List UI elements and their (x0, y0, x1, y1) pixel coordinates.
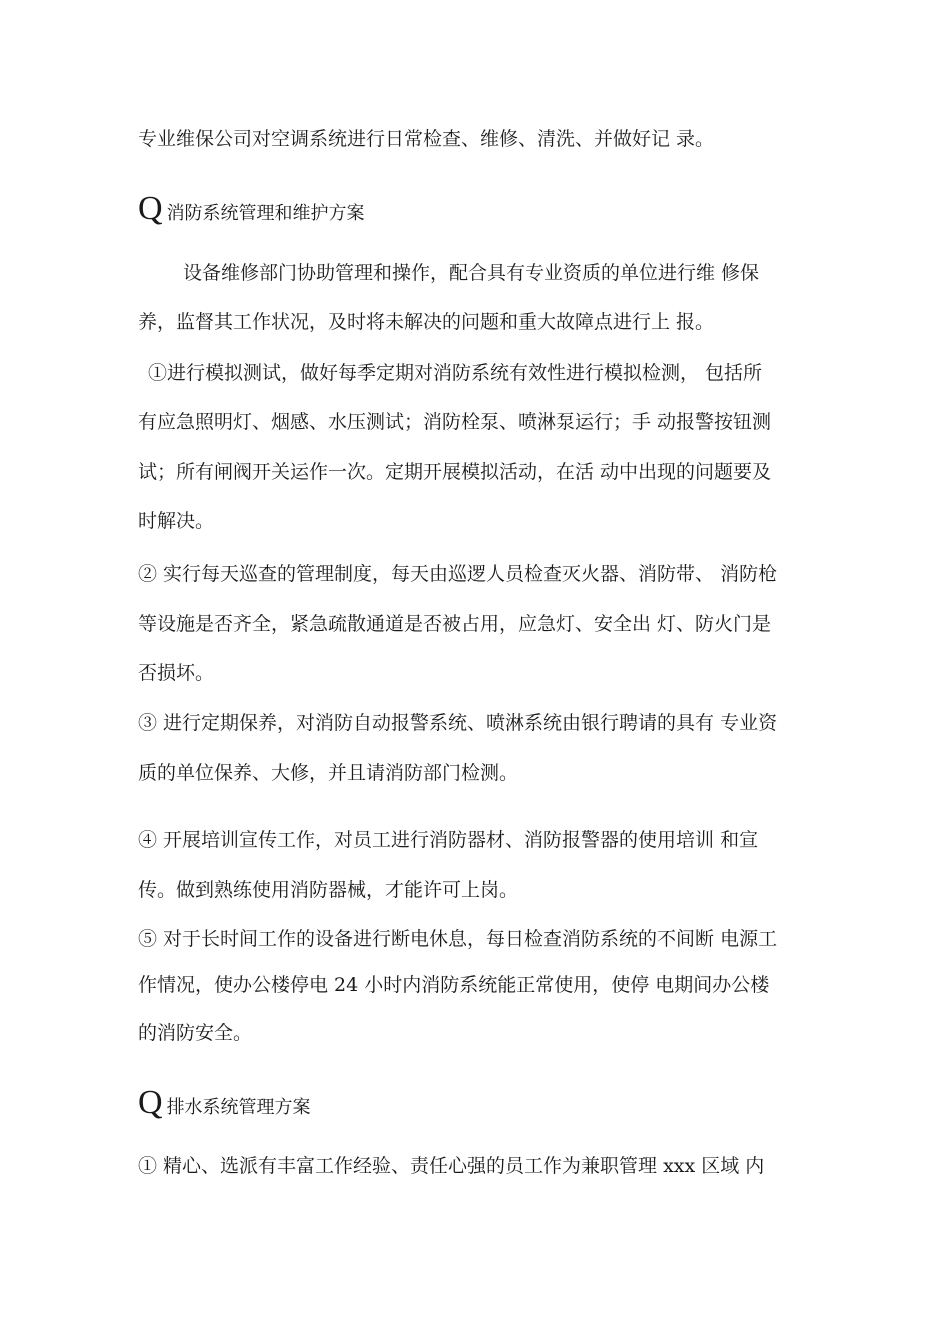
section-title: 消防系统管理和维护方案 (166, 203, 365, 224)
paragraph-line: 否损坏。 (138, 662, 215, 684)
paragraph-line: 等设施是否齐全，紧急疏散通道是否被占用，应急灯、安全出 灯、防火门是 (138, 613, 772, 635)
heading-bullet: Q (138, 190, 163, 227)
paragraph-line: 试；所有闸阀开关运作一次。定期开展模拟活动，在活 动中出现的问题要及 (138, 461, 772, 483)
paragraph-line: 养，监督其工作状况，及时将未解决的问题和重大故障点进行上 报。 (138, 311, 715, 333)
paragraph-line: 专业维保公司对空调系统进行日常检查、维修、清洗、并做好记 录。 (138, 128, 715, 150)
paragraph-line: 的消防安全。 (138, 1022, 253, 1044)
paragraph-line: ①进行模拟测试，做好每季定期对消防系统有效性进行模拟检测， 包括所 (148, 362, 763, 384)
paragraph-line: ① 精心、选派有丰富工作经验、责任心强的员工作为兼职管理 xxx 区域 内 (138, 1155, 765, 1177)
paragraph-line: 设备维修部门协助管理和操作，配合具有专业资质的单位进行维 修保 (183, 262, 760, 284)
paragraph-line: 时解决。 (138, 510, 215, 532)
section-heading-drainage (138, 1086, 311, 1120)
paragraph-line: ⑤ 对于长时间工作的设备进行断电休息，每日检查消防系统的不间断 电源工 (138, 928, 778, 950)
paragraph-line: ② 实行每天巡查的管理制度，每天由巡逻人员检查灭火器、消防带、 消防枪 (138, 563, 778, 585)
paragraph-line: 有应急照明灯、烟感、水压测试；消防栓泵、喷淋泵运行；手 动报警按钮测 (138, 411, 772, 433)
paragraph-line: 质的单位保养、大修，并且请消防部门检测。 (138, 762, 519, 784)
section-title: 排水系统管理方案 (166, 1097, 311, 1118)
paragraph-line: 作情况，使办公楼停电 24 小时内消防系统能正常使用，使停 电期间办公楼 (138, 974, 770, 996)
paragraph-line: ④ 开展培训宣传工作，对员工进行消防器材、消防报警器的使用培训 和宣 (138, 829, 759, 851)
heading-bullet: Q (138, 1084, 163, 1121)
paragraph-line: ③ 进行定期保养，对消防自动报警系统、喷淋系统由银行聘请的具有 专业资 (138, 712, 778, 734)
paragraph-line: 传。做到熟练使用消防器械，才能许可上岗。 (138, 879, 519, 901)
section-heading-fire (138, 192, 365, 226)
